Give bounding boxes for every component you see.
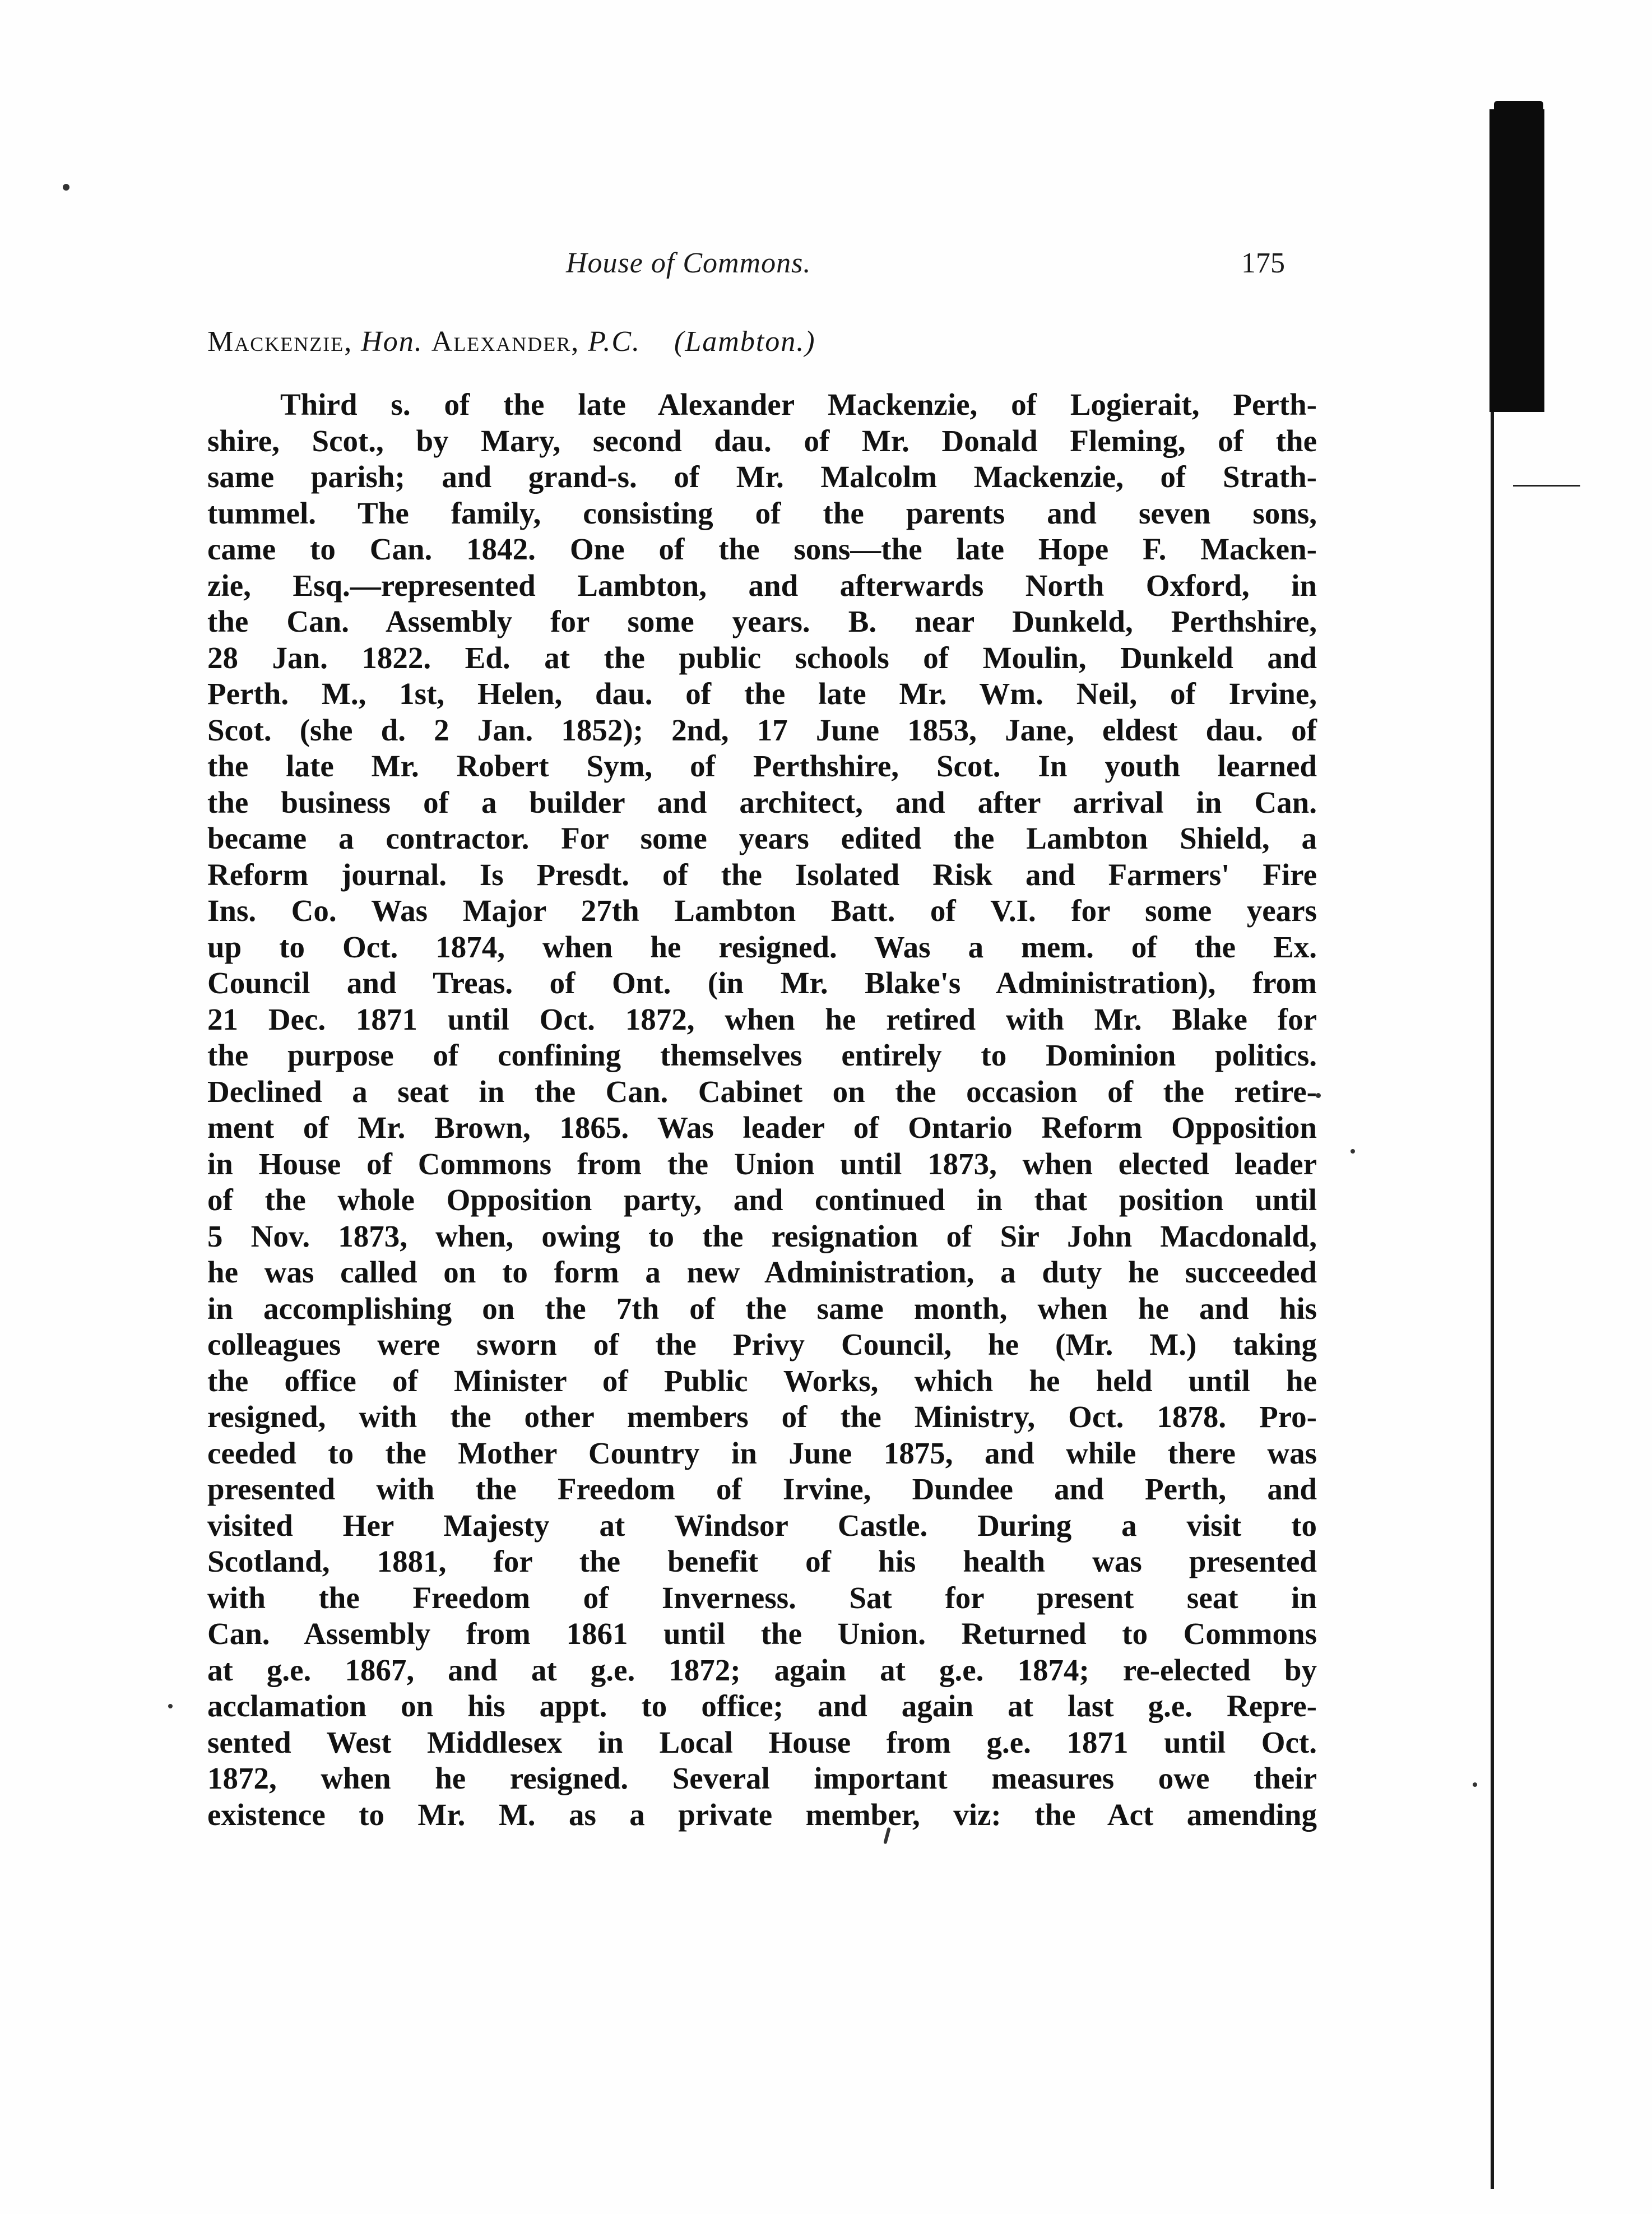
text-line: at g.e. 1867, and at g.e. 1872; again at g.e. 1874; re-elected by bbox=[207, 1652, 1317, 1687]
biography-text bbox=[207, 387, 1317, 1833]
text-line: tummel. The family, consisting of the parents and seven sons, bbox=[207, 495, 1317, 530]
text-line: presented with the Freedom of Irvine, Dundee and Perth, and bbox=[207, 1472, 1317, 1506]
text-line: acclamation on his appt. to office; and again at last g.e. Repre- bbox=[207, 1689, 1317, 1723]
scan-speck bbox=[1473, 1782, 1477, 1787]
text-line: with the Freedom of Inverness. Sat for present seat in bbox=[207, 1580, 1317, 1615]
text-line: the business of a builder and architect, and after arrival in Can. bbox=[207, 785, 1317, 819]
text-line: 1872, when he resigned. Several important measures owe their bbox=[207, 1761, 1317, 1795]
entry-given-name: Alexander, bbox=[431, 326, 580, 358]
text-line: of the whole Opposition party, and continued in that position until bbox=[207, 1183, 1317, 1217]
text-line: ment of Mr. Brown, 1865. Was leader of Ontario Reform Opposition bbox=[207, 1110, 1317, 1145]
text-line: the Can. Assembly for some years. B. near Dunkeld, Perthshire, bbox=[207, 604, 1317, 638]
text-line: the late Mr. Robert Sym, of Perthshire, Scot. In youth learned bbox=[207, 749, 1317, 783]
text-line: same parish; and grand-s. of Mr. Malcolm Mackenzie, of Strath- bbox=[207, 460, 1317, 494]
text-line: zie, Esq.—represented Lambton, and afterwards North Oxford, in bbox=[207, 568, 1317, 603]
text-line: up to Oct. 1874, when he resigned. Was a mem. of the Ex. bbox=[207, 929, 1317, 964]
page-number: 175 bbox=[1241, 247, 1285, 279]
text-line: 28 Jan. 1822. Ed. at the public schools of Moulin, Dunkeld and bbox=[207, 640, 1317, 675]
text-line: colleagues were sworn of the Privy Council, he (Mr. M.) taking bbox=[207, 1327, 1317, 1361]
scan-speck bbox=[168, 1704, 173, 1708]
text-line: existence to Mr. M. as a private member, viz: the Act amending bbox=[207, 1797, 1317, 1832]
text-line: in House of Commons from the Union until 1873, when elected leader bbox=[207, 1146, 1317, 1181]
text-line: visited Her Majesty at Windsor Castle. During a visit to bbox=[207, 1508, 1317, 1543]
text-line: resigned, with the other members of the Ministry, Oct. 1878. Pro- bbox=[207, 1400, 1317, 1434]
entry-postnominal: P.C. bbox=[588, 326, 641, 358]
text-line: 21 Dec. 1871 until Oct. 1872, when he retired with Mr. Blake for bbox=[207, 1002, 1317, 1036]
text-line: the purpose of confining themselves entirely to Dominion politics. bbox=[207, 1038, 1317, 1072]
text-line: shire, Scot., by Mary, second dau. of Mr. Donald Fleming, of the bbox=[207, 423, 1317, 458]
entry-surname: Mackenzie, bbox=[207, 326, 353, 358]
entry-honorific: Hon. bbox=[361, 326, 423, 358]
text-line: Declined a seat in the Can. Cabinet on the occasion of the retire- bbox=[207, 1074, 1317, 1109]
scan-speck bbox=[1351, 1149, 1355, 1154]
text-line: he was called on to form a new Administration, a duty he succeeded bbox=[207, 1255, 1317, 1289]
text-line: Scotland, 1881, for the benefit of his health was presented bbox=[207, 1544, 1317, 1578]
running-head: House of Commons. bbox=[566, 247, 811, 279]
text-line: Council and Treas. of Ont. (in Mr. Blake's Administration), from bbox=[207, 966, 1317, 1000]
text-line: Third s. of the late Alexander Mackenzie, of Logierait, Perth- bbox=[280, 387, 1317, 422]
scan-edge-dash bbox=[1513, 485, 1580, 487]
text-line: Can. Assembly from 1861 until the Union. Returned to Commons bbox=[207, 1617, 1317, 1651]
text-line: Scot. (she d. 2 Jan. 1852); 2nd, 17 June 1853, Jane, eldest dau. of bbox=[207, 712, 1317, 747]
text-line: 5 Nov. 1873, when, owing to the resignation of Sir John Macdonald, bbox=[207, 1219, 1317, 1253]
text-line: became a contractor. For some years edited the Lambton Shield, a bbox=[207, 821, 1317, 855]
text-line: ceeded to the Mother Country in June 1875, and while there was bbox=[207, 1435, 1317, 1470]
text-line: in accomplishing on the 7th of the same month, when he and his bbox=[207, 1291, 1317, 1326]
text-line: came to Can. 1842. One of the sons—the late Hope F. Macken- bbox=[207, 532, 1317, 566]
scan-speck bbox=[63, 184, 69, 191]
entry-heading bbox=[207, 325, 816, 358]
text-line: the office of Minister of Public Works, which he held until he bbox=[207, 1363, 1317, 1398]
scan-edge-line bbox=[1491, 412, 1494, 2189]
scan-edge-shadow bbox=[1489, 109, 1544, 412]
text-line: Perth. M., 1st, Helen, dau. of the late Mr. Wm. Neil, of Irvine, bbox=[207, 677, 1317, 711]
text-line: sented West Middlesex in Local House from g.e. 1871 until Oct. bbox=[207, 1725, 1317, 1759]
entry-constituency: (Lambton.) bbox=[674, 326, 816, 358]
text-line: Ins. Co. Was Major 27th Lambton Batt. of V.I. for some years bbox=[207, 893, 1317, 928]
text-line: Reform journal. Is Presdt. of the Isolated Risk and Farmers' Fire bbox=[207, 857, 1317, 892]
